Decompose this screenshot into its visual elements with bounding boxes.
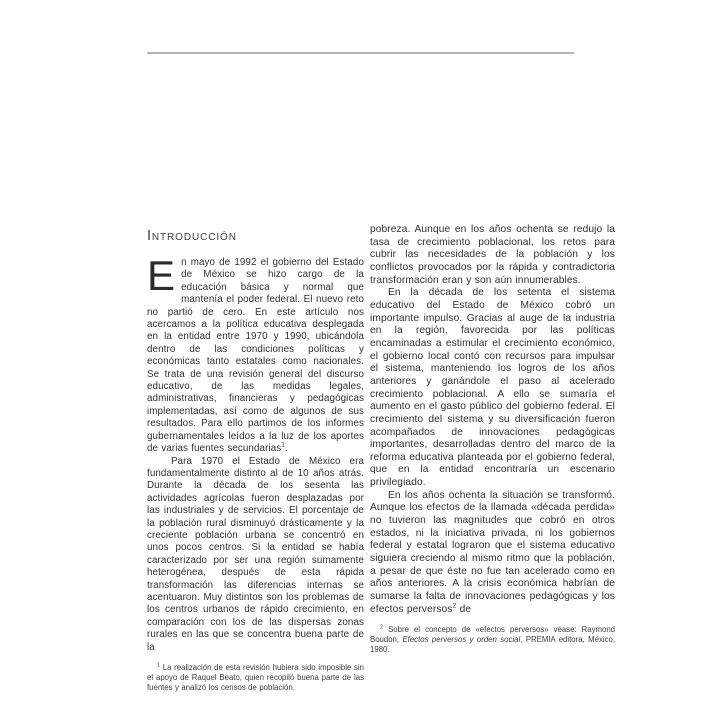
footnote-2-text-before: Sobre el concepto de «efectos perversos» véase: Raymond Boudon,	[370, 625, 615, 645]
paragraph-anos-ochenta-text: En los años ochenta la situación se transformó. Aunque los efectos de la llamada «década perdida» no tuvieron las magnitudes que cobró en otros estados, ni la iniciativa privada, ni los gobiernos federal y estatal lograron que el sistema educativo siguiera creciendo al mismo ritmo que la población, a pesar de que éste no fue tan acelerado como en años anteriores. A la crisis económica habrían de sumarse la falta de innovaciones pedagógicas y los efectos perversos	[370, 489, 615, 615]
footnote-1-marker: 1	[157, 662, 161, 669]
paragraph-intro	[147, 252, 364, 456]
paragraph-para-1970: Para 1970 el Estado de México era fundamentalmente distinto al de 10 años atrás. Durante la década de los sesenta las actividades agrícolas fueron desplazadas por las industriales y de servicios. El porcentaje de la población rural disminuyó drásticamente y la creciente población urbana se concentró en unos pocos centros. Si la entidad se había caracterizado por ser una región sumamente heterogénea, después de esta rápida transformación las diferencias internas se acentuaron. Muy distintos son los problemas de los centros urbanos de rápido crecimiento, en comparación con los de las dispersas zonas rurales en las que se concentra buena parte de la	[147, 455, 364, 653]
footnote-ref-2: 2	[452, 602, 457, 610]
footnote-2-text-after: , PREMIA editora, México, 1980.	[370, 635, 616, 654]
footnote-2-book-title: Efectos perversos y orden social	[402, 635, 521, 645]
left-column-body	[147, 252, 364, 654]
left-column	[147, 228, 364, 692]
right-column	[370, 224, 615, 655]
paragraph-intro-tail: .	[284, 443, 288, 455]
paragraph-pobreza: pobreza. Aunque en los años ochenta se redujo la tasa de crecimiento poblacional, los retos para cubrir las necesidades de la población y los conflictos provocados por la rápida y contradictoria transformación eran y son aún innumerables.	[370, 224, 615, 286]
header-rule	[147, 52, 574, 54]
footnote-2	[370, 625, 615, 654]
drop-cap-letter: E	[147, 252, 176, 299]
paragraph-intro-text: n mayo de 1992 el gobierno del Estado de México se hizo cargo de la educación básica y normal que mantenía el poder federal. El nuevo reto no partió de cero. En este artículo nos acercamos a la política educativa desplegada en la entidad entre 1970 y 1990, ubicándola dentro de las condiciones políticas y económicas tanto estatales como nacionales. Se trata de una revisión general del discurso educativo, de las medidas legales, administrativas, financieras y pedagógicas implementadas, así como de algunos de sus resultados. Para ello partimos de los informes gubernamentales leídos a la luz de los aportes de varias fuentes secundarias	[147, 257, 364, 455]
footnote-ref-1: 1	[281, 441, 285, 449]
paragraph-anos-ochenta-tail: de	[456, 603, 472, 615]
section-heading: Introducción	[147, 228, 237, 244]
right-column-body	[370, 224, 615, 616]
paragraph-anos-ochenta	[370, 490, 615, 617]
paragraph-decada-setenta: En la década de los setenta el sistema educativo del Estado de México cobró un importante impulso. Gracias al auge de la industria en la región, favorecida por las políticas encaminadas a estimular el crecimiento económico, el gobierno local contó con recursos para impulsar el sistema, manteniendo los logros de los años anteriores y ganándole el paso al acelerado crecimiento poblacional. A ello se sumaría el aumento en el gasto público del gobierno federal. El crecimiento del sistema y su diversificación fueron acompañados de innovaciones pedagógicas importantes, desarrolladas dentro del marco de la reforma educativa planteada por el gobierno federal, que en la entidad encontraría un escenario privilegiado.	[370, 287, 615, 489]
footnote-2-marker: 2	[380, 624, 384, 631]
footnote-1	[147, 663, 364, 692]
footnote-1-text: La realización de esta revisión hubiera sido imposible sin el apoyo de Raquel Beato, quien recopiló buena parte de las fuentes y analizó los censos de población.	[147, 663, 364, 692]
